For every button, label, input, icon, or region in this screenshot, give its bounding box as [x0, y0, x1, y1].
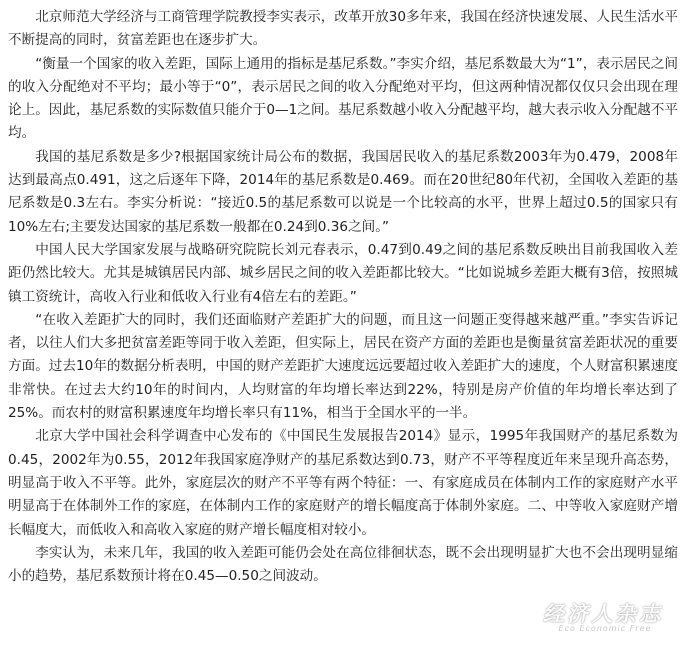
- paragraph-wealth-gap: “在收入差距扩大的同时，我们还面临财产差距扩大的问题，而且这一问题正变得越来越严重。”李实告诉记者，以往人们大多把贫富差距等同于收入差距，但实际上，居民在资产方面的差距也是衡量贫富差距状况的重要方面。过去10年的数据分析表明，中国的财产差距扩大速度远远要超过收入差距扩大的速度，个人财富积累速度非常快。在过去大约10年的时间内，人均财富的年均增长率达到22%，特别是房产价值的年均增长率达到了25%。而农村的财富积累速度年均增长率只有11%，相当于全国水平的一半。: [8, 311, 678, 422]
- watermark: [542, 598, 668, 633]
- paragraph-outlook: 李实认为，未来几年，我国的收入差距可能仍会处在高位徘徊状态，既不会出现明显扩大也不会出现明显缩小的趋势，基尼系数预计将在0.45—0.50之间波动。: [8, 544, 678, 585]
- watermark-subtitle: Eco Economic Free: [558, 624, 652, 633]
- paragraph-gini-definition: “衡量一个国家的收入差距，国际上通用的指标是基尼系数。”李实介绍，基尼系数最大为“1”，表示居民之间的收入分配绝对不平均；最小等于“0”，表示居民之间的收入分配绝对平均，但这两种情况都仅仅只会出现在理论上。因此，基尼系数的实际数值只能介于0—1之间。基尼系数越小收入分配越平均，越大表示收入分配越不平均。: [8, 55, 678, 142]
- paragraph-peking-report: 北京大学中国社会科学调查中心发布的《中国民生发展报告2014》显示，1995年我国财产的基尼系数为0.45，2002年为0.55，2012年我国家庭净财产的基尼系数达到0.73，财产不平等程度近年来呈现升高态势，明显高于收入不平等。此外，家庭层次的财产不平等有两个特征：一、有家庭成员在体制内工作的家庭财产水平明显高于在体制外工作的家庭，在体制内工作的家庭财产的增长幅度高于体制外家庭。二、中等收入家庭财产增长幅度大，而低收入和高收入家庭的财产增长幅度相对较小。: [8, 428, 678, 538]
- paragraph-liu-yuanchun: 中国人民大学国家发展与战略研究院院长刘元春表示，0.47到0.49之间的基尼系数反映出目前我国收入差距仍然比较大。尤其是城镇居民内部、城乡居民之间的收入差距都比较大。“比如说城乡差距大概有3倍，按照城镇工资统计，高收入行业和低收入行业有4倍左右的差距。”: [8, 241, 678, 305]
- watermark-title: 经济人杂志: [542, 602, 668, 626]
- paragraph-intro: 北京师范大学经济与工商管理学院教授李实表示，改革开放30多年来，我国在经济快速发展、人民生活水平不断提高的同时，贫富差距也在逐步扩大。: [8, 9, 678, 49]
- paragraph-gini-statistics: 我国的基尼系数是多少?根据国家统计局公布的数据，我国居民收入的基尼系数2003年为0.479，2008年达到最高点0.491，这之后逐年下降，2014年的基尼系数是0.469。而在20世纪80年代初，全国收入差距的基尼系数是0.3左右。李实分析说：“接近0.5的基尼系数可以说是一个比较高的水平，世界上超过0.5的国家只有10%左右;主要发达国家的基尼系数一般都在0.24到0.36之间。”: [8, 148, 678, 235]
- article-body: [8, 6, 678, 588]
